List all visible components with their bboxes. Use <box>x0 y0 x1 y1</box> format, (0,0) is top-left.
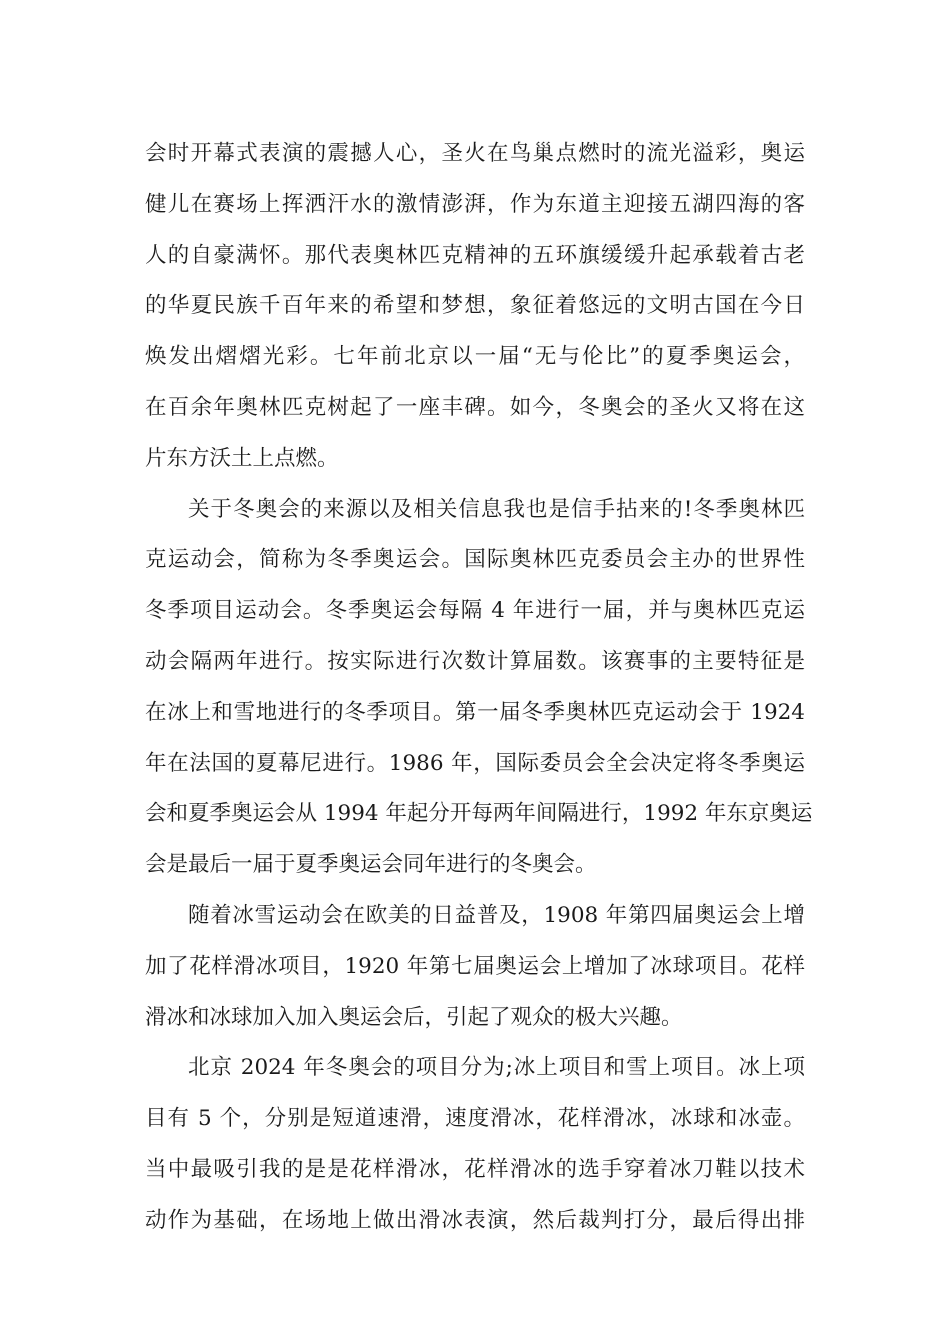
text-line: 随着冰雪运动会在欧美的日益普及，1908 年第四届奥运会上增 <box>188 902 805 928</box>
text-line: 克运动会，简称为冬季奥运会。国际奥林匹克委员会主办的世界性 <box>145 547 805 573</box>
paragraph-2 <box>145 485 813 891</box>
text-line: 片东方沃土上点燃。 <box>145 445 339 471</box>
text-line: 动会隔两年进行。按实际进行次数计算届数。该赛事的主要特征是 <box>145 648 805 674</box>
text-line: 冬季项目运动会。冬季奥运会每隔 4 年进行一届，并与奥林匹克运 <box>145 598 805 624</box>
text-line: 的华夏民族千百年来的希望和梦想，象征着悠远的文明古国在今日 <box>145 293 805 319</box>
paragraph-4 <box>145 1043 805 1246</box>
paragraph-1 <box>145 129 805 485</box>
text-line: 目有 5 个，分别是短道速滑，速度滑冰，花样滑冰，冰球和冰壶。 <box>145 1106 805 1132</box>
paragraph-3 <box>145 891 805 1043</box>
text-line: 加了花样滑冰项目，1920 年第七届奥运会上增加了冰球项目。花样 <box>145 953 805 979</box>
text-line: 会是最后一届于夏季奥运会同年进行的冬奥会。 <box>145 852 597 878</box>
text-line: 人的自豪满怀。那代表奥林匹克精神的五环旗缓缓升起承载着古老 <box>145 242 805 268</box>
text-line: 会时开幕式表演的震撼人心，圣火在鸟巢点燃时的流光溢彩，奥运 <box>145 141 805 166</box>
text-line: 关于冬奥会的来源以及相关信息我也是信手拈来的!冬季奥林匹 <box>188 496 805 522</box>
text-line: 健儿在赛场上挥洒汗水的激情澎湃，作为东道主迎接五湖四海的客 <box>145 191 805 217</box>
text-line: 滑冰和冰球加入加入奥运会后，引起了观众的极大兴趣。 <box>145 1004 683 1030</box>
text-line: 动作为基础，在场地上做出滑冰表演，然后裁判打分，最后得出排 <box>145 1207 805 1233</box>
text-line: 年在法国的夏幕尼进行。1986 年，国际委员会全会决定将冬季奥运 <box>145 750 805 776</box>
text-line: 焕发出熠熠光彩。七年前北京以一届“无与伦比”的夏季奥运会， <box>145 344 805 370</box>
text-line: 在百余年奥林匹克树起了一座丰碑。如今，冬奥会的圣火又将在这 <box>145 394 805 420</box>
text-body <box>145 129 813 1247</box>
text-line: 北京 2024 年冬奥会的项目分为;冰上项目和雪上项目。冰上项 <box>188 1055 805 1081</box>
text-line: 会和夏季奥运会从 1994 年起分开每两年间隔进行，1992 年东京奥运 <box>145 801 813 827</box>
text-line: 在冰上和雪地进行的冬季项目。第一届冬季奥林匹克运动会于 1924 <box>145 699 805 725</box>
text-line: 当中最吸引我的是是花样滑冰，花样滑冰的选手穿着冰刀鞋以技术 <box>145 1156 805 1182</box>
